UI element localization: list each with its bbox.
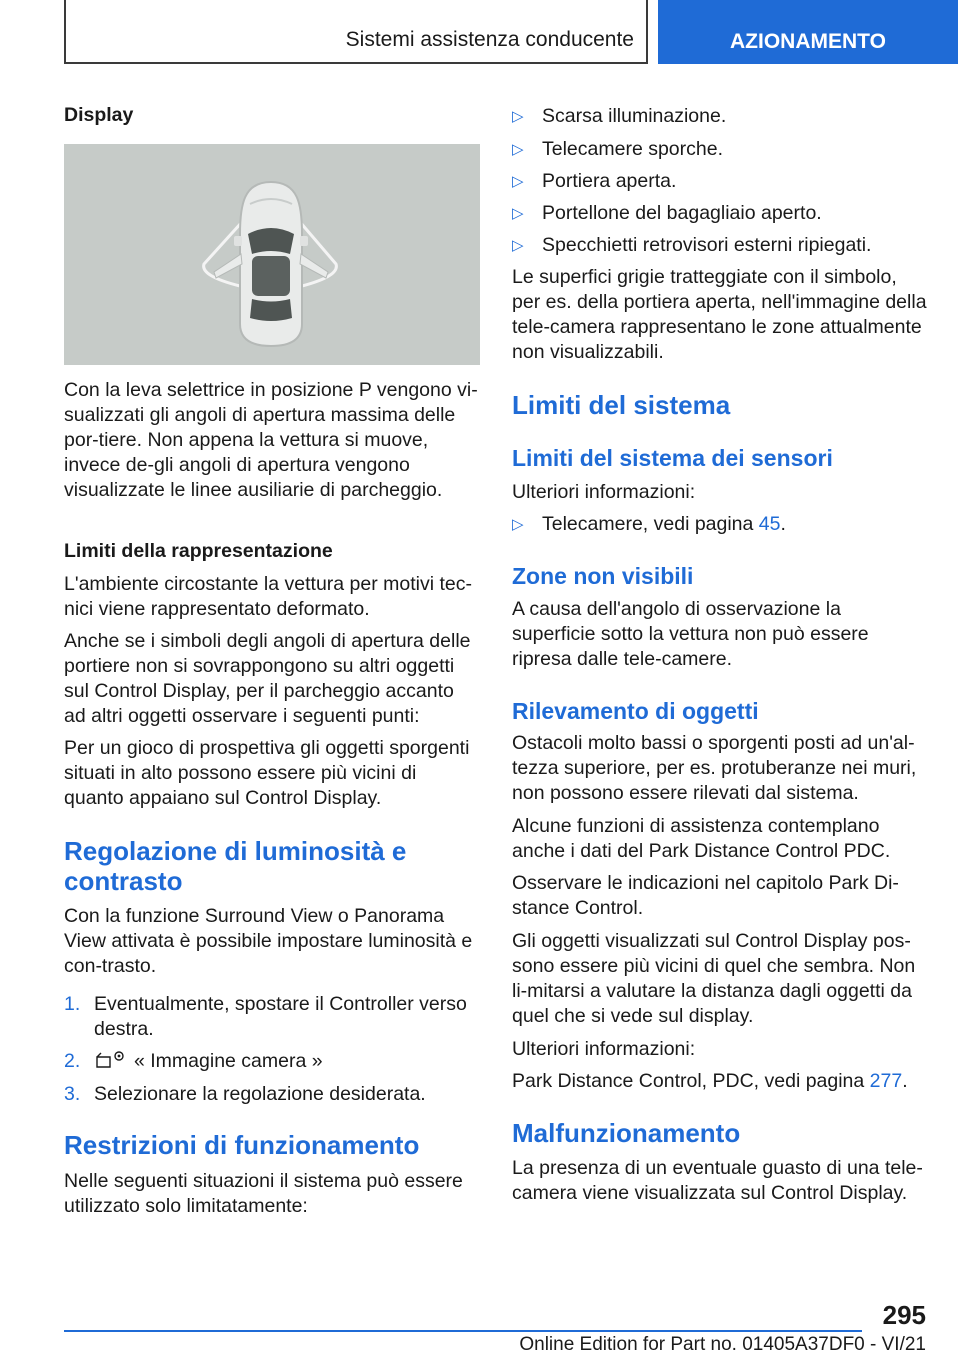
- paragraph: Ulteriori informazioni:: [512, 1038, 696, 1060]
- footer-divider: [64, 1330, 862, 1332]
- paragraph: Per un gioco di prospettiva gli oggetti sporgenti situati in alto possono essere più vicini di quanto appaiano sul Control Display.: [64, 737, 470, 809]
- step-text: Selezionare la regolazione desiderata.: [94, 1083, 426, 1105]
- triangle-right-icon: ▷: [512, 516, 524, 533]
- triangle-right-icon: ▷: [512, 205, 524, 222]
- section-title: Sistemi assistenza conducente: [345, 28, 634, 51]
- subsection-heading: Limiti del sistema dei sensori: [512, 445, 833, 471]
- display-heading: Display: [64, 104, 134, 126]
- page-number: 295: [882, 1300, 926, 1330]
- paragraph: Ulteriori informazioni:: [512, 481, 696, 503]
- paragraph: Anche se i simboli degli angoli di apertura delle portiere non si sovrappongono su altri oggetti sul Control Display, per il parcheggio accanto ad altri oggetti osservare i seguenti punti:: [64, 630, 471, 727]
- triangle-right-icon: ▷: [512, 141, 524, 158]
- chapter-tab[interactable]: AZIONAMENTO: [658, 0, 958, 64]
- section-heading: Regolazione di luminosità e contrasto: [64, 836, 407, 896]
- paragraph: Nelle seguenti situazioni il sistema può essere utilizzato solo limitatamente:: [64, 1170, 463, 1217]
- paragraph: Con la leva selettrice in posizione P vengono vi-sualizzati gli angoli di apertura massima delle por-tiere. Non appena la vettura si muove, invece de-gli angoli di apertura vengono visualizzate le linee ausiliarie di parcheggio.: [64, 379, 478, 501]
- triangle-right-icon: ▷: [512, 173, 524, 190]
- section-heading: Restrizioni di funzionamento: [64, 1130, 420, 1160]
- page-link-45[interactable]: 45: [758, 513, 781, 535]
- step-number: 1.: [64, 993, 81, 1015]
- step-number: 2.: [64, 1050, 81, 1072]
- paragraph: Osservare le indicazioni nel capitolo Park Di-stance Control.: [512, 872, 899, 919]
- section-heading: Malfunzionamento: [512, 1118, 741, 1148]
- paragraph: A causa dell'angolo di osservazione la superficie sotto la vettura non può essere ripresa dalle tele-camere.: [512, 598, 869, 670]
- edition-text: Online Edition for Part no. 01405A37DF0 - VI/21: [519, 1334, 926, 1355]
- page-link-277[interactable]: 277: [869, 1070, 903, 1092]
- paragraph: Le superfici grigie tratteggiate con il simbolo, per es. della portiera aperta, nell'immagine della tele-camera rappresentano le zone attualmente non visualizzabili.: [512, 266, 927, 363]
- paragraph: Park Distance Control, PDC, vedi pagina 277.: [512, 1070, 908, 1092]
- header-box: [64, 0, 648, 64]
- subsection-heading: Zone non visibili: [512, 563, 694, 589]
- section-heading: Limiti del sistema: [512, 390, 731, 420]
- list-item: [64, 1049, 480, 1074]
- step-number: 3.: [64, 1083, 81, 1105]
- triangle-right-icon: ▷: [512, 237, 524, 254]
- paragraph: Gli oggetti visualizzati sul Control Display pos-sono essere più vicini di quel che sembra. Non li-mitarsi a valutare la distanza dagli oggetti da quel che si vede sul display.: [512, 930, 916, 1027]
- paragraph: Ostacoli molto bassi o sporgenti posti ad un'al-tezza superiore, per es. protuberanze nei muri, non possono essere rilevati dal sistema.: [512, 732, 917, 804]
- paragraph: Con la funzione Surround View o Panorama View attivata è possibile impostare luminosità e con-trasto.: [64, 905, 473, 977]
- list-item: [64, 1082, 480, 1107]
- triangle-right-icon: ▷: [512, 108, 524, 125]
- car-top-view-figure: [64, 144, 480, 365]
- step-text: « Immagine camera »: [134, 1050, 323, 1072]
- subsection-heading: Rilevamento di oggetti: [512, 698, 759, 724]
- paragraph: La presenza di un eventuale guasto di una tele-camera viene visualizzata sul Control Display.: [512, 1157, 923, 1204]
- step-text: Eventualmente, spostare il Controller verso destra.: [94, 993, 467, 1040]
- limits-heading: Limiti della rappresentazione: [64, 540, 333, 562]
- paragraph: Alcune funzioni di assistenza contemplano anche i dati del Park Distance Control PDC.: [512, 815, 891, 862]
- camera-settings-icon: [94, 1049, 128, 1071]
- list-item: [64, 992, 480, 1042]
- car-illustration: [64, 144, 480, 365]
- paragraph: L'ambiente circostante la vettura per motivi tec-nici viene rappresentato deformato.: [64, 573, 472, 620]
